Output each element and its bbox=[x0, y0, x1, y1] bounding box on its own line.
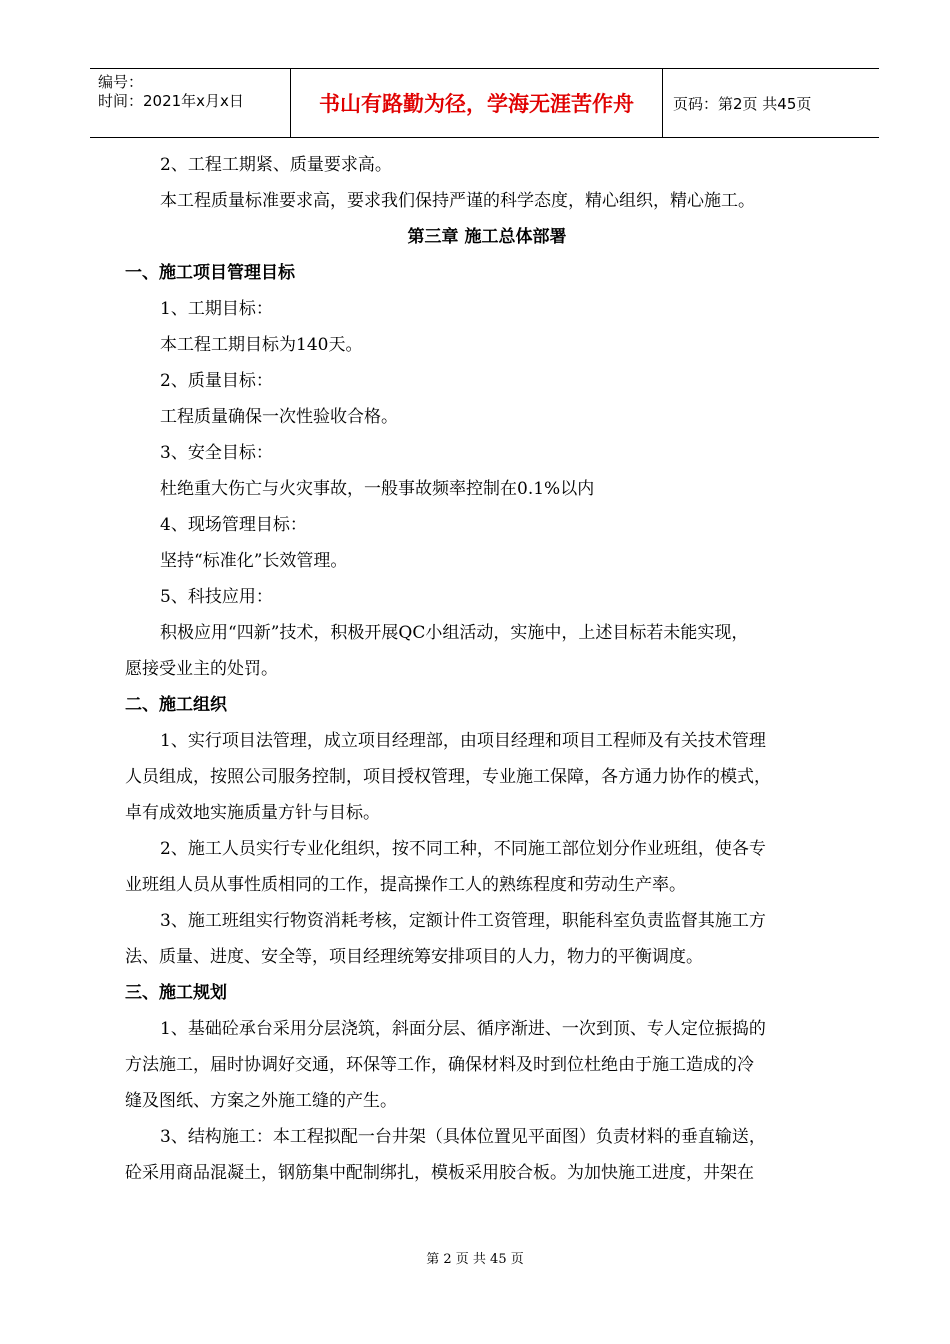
paragraph-line: 3、施工班组实行物资消耗考核，定额计件工资管理，职能科室负责监督其施工方 bbox=[160, 911, 766, 931]
time-label: 时间：2021年x月x日 bbox=[98, 92, 244, 110]
paragraph-line: 积极应用“四新”技术，积极开展QC小组活动，实施中，上述目标若未能实现， bbox=[160, 623, 749, 643]
section-heading: 二、施工组织 bbox=[125, 695, 227, 715]
header-motto: 书山有路勤为径，学海无涯苦作舟 bbox=[291, 69, 663, 137]
paragraph-line: 1、实行项目法管理，成立项目经理部，由项目经理和项目工程师及有关技术管理 bbox=[160, 731, 766, 751]
paragraph-line: 本工程质量标准要求高，要求我们保持严谨的科学态度，精心组织，精心施工。 bbox=[160, 191, 755, 211]
paragraph-line: 愿接受业主的处罚。 bbox=[125, 659, 278, 679]
paragraph-line: 2、施工人员实行专业化组织，按不同工种，不同施工部位划分作业班组，使各专 bbox=[160, 839, 766, 859]
paragraph-line: 业班组人员从事性质相同的工作，提高操作工人的熟练程度和劳动生产率。 bbox=[125, 875, 686, 895]
paragraph-line: 本工程工期目标为140天。 bbox=[160, 335, 363, 355]
page-header bbox=[90, 68, 879, 138]
chapter-heading: 第三章 施工总体部署 bbox=[407, 227, 567, 247]
number-label: 编号： bbox=[98, 73, 144, 91]
paragraph-line: 工程质量确保一次性验收合格。 bbox=[160, 407, 398, 427]
paragraph-line: 缝及图纸、方案之外施工缝的产生。 bbox=[125, 1091, 397, 1111]
paragraph-line: 法、质量、进度、安全等，项目经理统筹安排项目的人力，物力的平衡调度。 bbox=[125, 947, 703, 967]
paragraph-line: 方法施工，届时协调好交通，环保等工作，确保材料及时到位杜绝由于施工造成的冷 bbox=[125, 1055, 754, 1075]
paragraph-line: 2、质量目标： bbox=[160, 371, 273, 391]
paragraph-line: 坚持“标准化”长效管理。 bbox=[160, 551, 348, 571]
header-meta bbox=[90, 69, 291, 137]
section-heading: 一、施工项目管理目标 bbox=[125, 263, 295, 283]
header-page-label: 页码：第2页 共45页 bbox=[673, 94, 812, 113]
paragraph-line: 1、基础砼承台采用分层浇筑，斜面分层、循序渐进、一次到顶、专人定位振捣的 bbox=[160, 1019, 766, 1039]
paragraph-line: 卓有成效地实施质量方针与目标。 bbox=[125, 803, 380, 823]
section-heading: 三、施工规划 bbox=[125, 983, 227, 1003]
paragraph-line: 1、工期目标： bbox=[160, 299, 273, 319]
paragraph-line: 3、结构施工：本工程拟配一台井架（具体位置见平面图）负责材料的垂直输送， bbox=[160, 1127, 766, 1147]
paragraph-line: 4、现场管理目标： bbox=[160, 515, 307, 535]
page-footer: 第 2 页 共 45 页 bbox=[426, 1252, 524, 1267]
paragraph-line: 人员组成，按照公司服务控制，项目授权管理，专业施工保障，各方通力协作的模式， bbox=[125, 767, 771, 787]
paragraph-line: 2、工程工期紧、质量要求高。 bbox=[160, 155, 392, 175]
paragraph-line: 3、安全目标： bbox=[160, 443, 273, 463]
paragraph-line: 砼采用商品混凝土，钢筋集中配制绑扎，模板采用胶合板。为加快施工进度，井架在 bbox=[125, 1163, 754, 1183]
paragraph-line: 5、科技应用： bbox=[160, 587, 273, 607]
paragraph-line: 杜绝重大伤亡与火灾事故，一般事故频率控制在0.1%以内 bbox=[160, 479, 595, 499]
